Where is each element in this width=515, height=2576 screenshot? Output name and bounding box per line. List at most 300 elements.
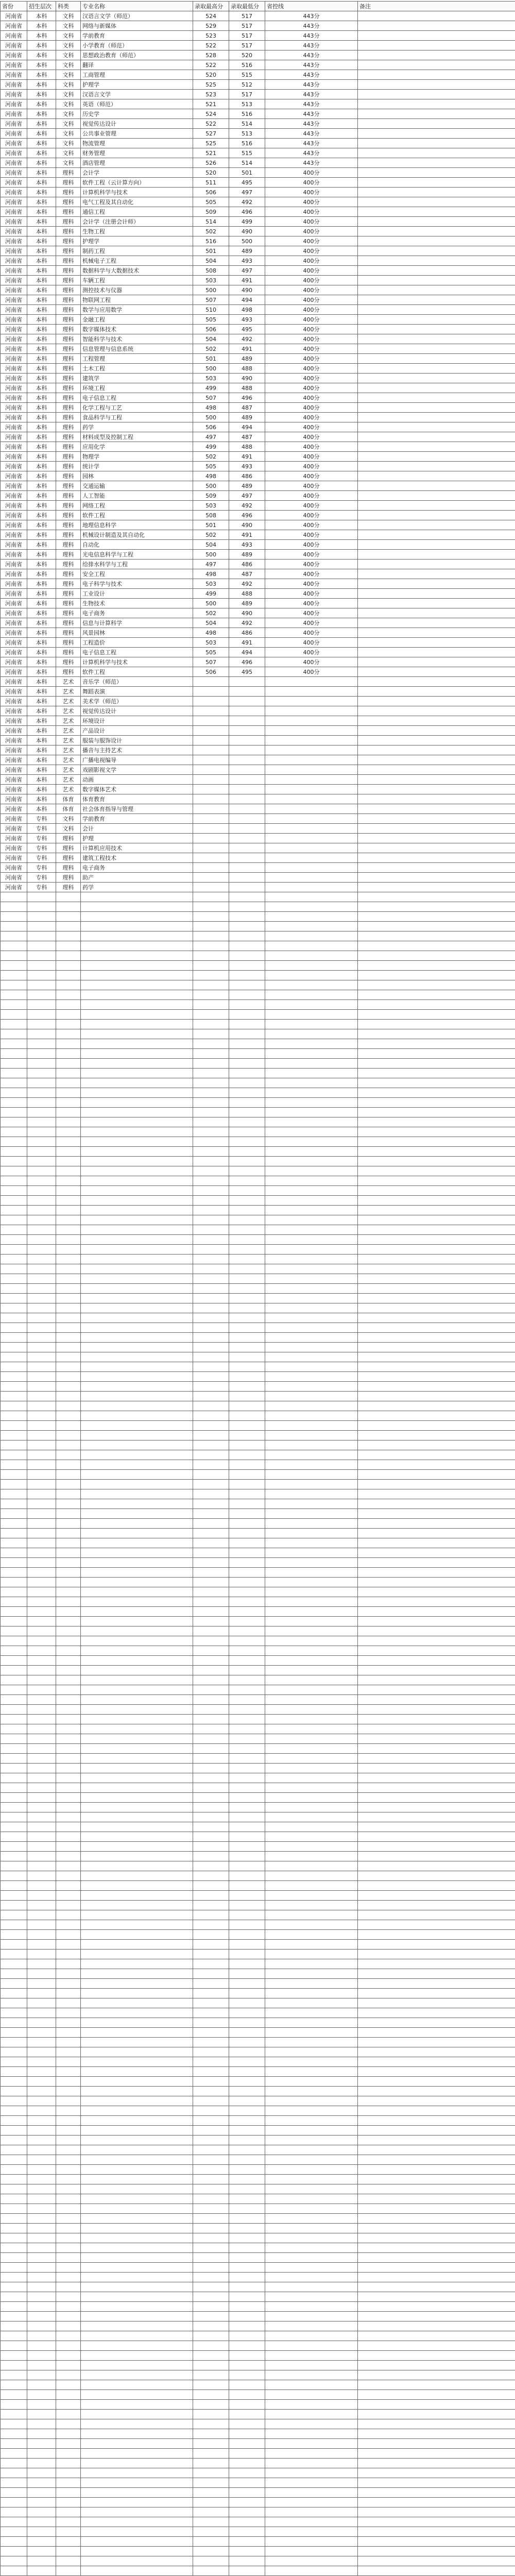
table-row [1,1666,515,1675]
table-cell-empty [27,1333,56,1343]
cell-subject: 理科 [56,579,81,589]
table-cell-empty [81,1264,193,1274]
cell-major: 建筑学 [81,374,193,383]
table-cell-empty [229,1842,265,1852]
table-row [1,1715,515,1724]
cell-province: 河南省 [1,422,27,432]
table-cell-empty [358,1959,515,1969]
table-cell-empty [265,1078,358,1088]
table-cell-empty [265,1235,358,1245]
cell-major: 社会体育指导与管理 [81,804,193,814]
table-cell-empty [27,1959,56,1969]
cell-level: 本科 [27,745,56,755]
cell-control-line: 443分 [265,11,358,21]
table-cell-empty [27,2429,56,2439]
table-cell-empty [56,1930,81,1940]
table-cell-empty [265,2351,358,2361]
cell-major: 小学教育（师范） [81,41,193,50]
table-row [1,2556,515,2566]
table-cell-empty [265,1313,358,1323]
table-cell-empty [56,1059,81,1069]
cell-province: 河南省 [1,824,27,834]
header-province: 省份 [1,2,27,11]
table-cell-empty [1,2067,27,2077]
table-cell-empty [27,2361,56,2370]
table-cell-empty [193,1117,229,1127]
table-cell-empty [358,1362,515,1372]
table-cell-empty [27,1274,56,1284]
table-row [1,1078,515,1088]
table-cell-empty [193,1685,229,1695]
table-cell-empty [229,1000,265,1010]
table-cell-empty [56,1587,81,1597]
cell-province: 河南省 [1,550,27,560]
table-cell-empty [229,2243,265,2253]
table-cell-empty [56,2136,81,2145]
table-cell-empty [229,1646,265,1656]
cell-remarks [358,403,515,413]
table-row [1,1529,515,1538]
table-row [1,931,515,941]
table-row [1,462,515,471]
cell-min-score [229,794,265,804]
table-cell-empty [265,1979,358,1989]
table-row [1,1392,515,1401]
table-row [1,1901,515,1910]
cell-major: 信息管理与信息系统 [81,344,193,354]
cell-control-line: 443分 [265,119,358,129]
table-cell-empty [265,2224,358,2233]
table-cell-empty [56,1538,81,1548]
table-cell-empty [1,1812,27,1822]
table-cell-empty [193,2400,229,2410]
table-cell-empty [358,1519,515,1529]
cell-min-score: 490 [229,285,265,295]
table-cell-empty [193,2429,229,2439]
table-cell-empty [358,1529,515,1538]
cell-level: 本科 [27,628,56,638]
table-cell-empty [193,2361,229,2370]
cell-control-line [265,824,358,834]
table-cell-empty [27,2263,56,2273]
table-cell-empty [56,1117,81,1127]
table-cell-empty [56,1871,81,1881]
cell-subject: 理科 [56,276,81,285]
table-cell-empty [193,1568,229,1578]
cell-max-score: 522 [193,41,229,50]
table-cell-empty [27,1842,56,1852]
table-cell-empty [193,1969,229,1979]
table-cell-empty [1,2390,27,2400]
table-cell-empty [265,2390,358,2400]
cell-province: 河南省 [1,305,27,315]
cell-remarks [358,530,515,540]
cell-level: 本科 [27,168,56,178]
cell-remarks [358,80,515,90]
table-cell-empty [229,1274,265,1284]
table-cell-empty [1,1764,27,1773]
table-cell-empty [27,1392,56,1401]
cell-level: 本科 [27,246,56,256]
table-cell-empty [56,1088,81,1098]
table-cell-empty [193,1000,229,1010]
cell-subject: 艺术 [56,726,81,736]
cell-control-line [265,843,358,853]
table-cell-empty [81,2077,193,2087]
cell-subject: 理科 [56,491,81,501]
cell-subject: 理科 [56,657,81,667]
cell-control-line: 443分 [265,31,358,41]
table-cell-empty [265,961,358,971]
table-row [1,843,515,853]
table-cell-empty [27,2214,56,2224]
table-cell-empty [56,2439,81,2449]
table-row [1,1705,515,1715]
cell-control-line: 400分 [265,511,358,520]
table-row [1,276,515,285]
table-cell-empty [56,912,81,922]
cell-remarks [358,178,515,188]
table-row [1,1333,515,1343]
table-cell-empty [56,1705,81,1715]
table-cell-empty [229,1157,265,1166]
table-cell-empty [27,1323,56,1333]
table-cell-empty [229,1225,265,1235]
table-cell-empty [56,1303,81,1313]
cell-level: 本科 [27,158,56,168]
table-cell-empty [358,2351,515,2361]
table-cell-empty [229,902,265,912]
table-row [1,31,515,41]
table-cell-empty [193,2087,229,2096]
cell-control-line: 400分 [265,354,358,364]
table-cell-empty [1,2459,27,2468]
cell-control-line: 443分 [265,129,358,139]
cell-remarks [358,70,515,80]
table-cell-empty [27,922,56,931]
table-cell-empty [27,2077,56,2087]
table-cell-empty [1,1675,27,1685]
cell-level: 本科 [27,511,56,520]
cell-remarks [358,168,515,178]
table-row [1,2341,515,2351]
table-cell-empty [56,2145,81,2155]
table-cell-empty [27,2165,56,2175]
table-cell-empty [1,1724,27,1734]
table-cell-empty [193,1264,229,1274]
table-cell-empty [27,1450,56,1460]
table-cell-empty [27,1666,56,1675]
table-cell-empty [229,1029,265,1039]
cell-subject: 理科 [56,589,81,599]
cell-remarks [358,667,515,677]
table-row [1,2566,515,2576]
table-cell-empty [229,2331,265,2341]
table-cell-empty [1,1098,27,1108]
table-cell-empty [193,2527,229,2537]
table-cell-empty [1,990,27,1000]
table-cell-empty [193,990,229,1000]
cell-level: 本科 [27,364,56,374]
table-cell-empty [81,2233,193,2243]
table-row [1,648,515,657]
table-cell-empty [1,2126,27,2136]
cell-min-score: 517 [229,90,265,99]
table-cell-empty [193,2008,229,2018]
table-cell-empty [229,1597,265,1607]
table-cell-empty [56,1509,81,1519]
cell-subject: 理科 [56,207,81,217]
table-cell-empty [27,1078,56,1088]
cell-subject: 理科 [56,413,81,422]
table-cell-empty [81,2145,193,2155]
table-cell-empty [265,922,358,931]
table-row [1,1538,515,1548]
cell-subject: 文科 [56,109,81,119]
table-cell-empty [27,2547,56,2556]
cell-max-score: 514 [193,217,229,227]
cell-max-score [193,843,229,853]
table-cell-empty [1,1881,27,1891]
table-row [1,325,515,334]
table-cell-empty [358,2224,515,2233]
cell-control-line: 400分 [265,657,358,667]
table-cell-empty [1,1303,27,1313]
table-row [1,2165,515,2175]
table-row [1,2116,515,2126]
table-cell-empty [358,1343,515,1352]
table-cell-empty [193,1157,229,1166]
table-cell-empty [229,2468,265,2478]
cell-control-line: 400分 [265,481,358,491]
cell-level: 本科 [27,638,56,648]
table-row [1,2038,515,2047]
table-cell-empty [358,1979,515,1989]
table-cell-empty [193,1313,229,1323]
cell-level: 本科 [27,256,56,266]
cell-level: 本科 [27,765,56,775]
table-cell-empty [193,2547,229,2556]
table-row [1,2096,515,2106]
table-cell-empty [81,902,193,912]
table-cell-empty [193,1147,229,1157]
table-cell-empty [229,1715,265,1724]
table-cell-empty [1,961,27,971]
table-cell-empty [358,1127,515,1137]
table-cell-empty [27,2517,56,2527]
cell-max-score: 508 [193,266,229,276]
cell-major: 酒店管理 [81,158,193,168]
cell-max-score [193,726,229,736]
cell-remarks [358,295,515,305]
table-cell-empty [1,892,27,902]
table-cell-empty [27,1852,56,1861]
cell-level: 本科 [27,50,56,60]
table-row [1,80,515,90]
cell-level: 本科 [27,374,56,383]
table-cell-empty [27,1548,56,1558]
cell-remarks [358,843,515,853]
table-cell-empty [81,2155,193,2165]
table-cell-empty [81,2507,193,2517]
cell-major: 统计学 [81,462,193,471]
table-cell-empty [1,951,27,961]
table-cell-empty [358,961,515,971]
table-cell-empty [27,1303,56,1313]
cell-control-line: 400分 [265,442,358,452]
cell-province: 河南省 [1,560,27,569]
table-cell-empty [265,1460,358,1470]
cell-subject: 理科 [56,873,81,883]
table-cell-empty [265,1940,358,1950]
cell-min-score [229,824,265,834]
cell-level: 专科 [27,824,56,834]
cell-remarks [358,736,515,745]
table-cell-empty [56,2547,81,2556]
table-cell-empty [56,2067,81,2077]
table-cell-empty [358,931,515,941]
cell-province: 河南省 [1,706,27,716]
cell-control-line: 400分 [265,628,358,638]
table-row [1,1842,515,1852]
cell-level: 本科 [27,266,56,276]
table-row [1,1734,515,1744]
table-cell-empty [193,1773,229,1783]
cell-level: 本科 [27,295,56,305]
cell-level: 本科 [27,481,56,491]
cell-province: 河南省 [1,285,27,295]
table-cell-empty [358,1245,515,1255]
cell-level: 专科 [27,834,56,843]
table-cell-empty [229,1734,265,1744]
table-cell-empty [1,1352,27,1362]
table-cell-empty [358,1881,515,1891]
cell-remarks [358,325,515,334]
table-row [1,1088,515,1098]
table-cell-empty [265,2175,358,2184]
table-cell-empty [358,2087,515,2096]
cell-min-score: 497 [229,491,265,501]
table-cell-empty [1,2253,27,2263]
table-cell-empty [229,2341,265,2351]
table-cell-empty [1,2537,27,2547]
table-cell-empty [1,1382,27,1392]
cell-max-score [193,706,229,716]
cell-min-score: 493 [229,540,265,550]
table-cell-empty [229,2008,265,2018]
table-cell-empty [193,2459,229,2468]
table-cell-empty [1,1930,27,1940]
table-cell-empty [27,2556,56,2566]
cell-subject: 理科 [56,295,81,305]
table-cell-empty [229,1176,265,1186]
cell-min-score: 494 [229,295,265,305]
table-cell-empty [56,922,81,931]
table-cell-empty [265,1695,358,1705]
cell-level: 本科 [27,706,56,716]
table-row [1,2537,515,2547]
table-cell-empty [56,2116,81,2126]
table-cell-empty [1,1636,27,1646]
table-cell-empty [358,1548,515,1558]
cell-control-line: 400分 [265,569,358,579]
table-cell-empty [193,2224,229,2233]
table-row [1,1069,515,1078]
table-cell-empty [27,1803,56,1812]
cell-min-score: 520 [229,50,265,60]
table-cell-empty [229,2087,265,2096]
table-cell-empty [193,1020,229,1029]
table-cell-empty [27,1382,56,1392]
cell-min-score [229,863,265,873]
cell-province: 河南省 [1,41,27,50]
cell-major: 食品科学与工程 [81,413,193,422]
cell-min-score: 494 [229,422,265,432]
table-cell-empty [358,1597,515,1607]
table-cell-empty [27,1734,56,1744]
table-cell-empty [265,1901,358,1910]
table-cell-empty [56,2459,81,2468]
table-cell-empty [81,1744,193,1754]
cell-major: 环境设计 [81,716,193,726]
cell-max-score: 507 [193,295,229,305]
table-cell-empty [56,1029,81,1039]
table-cell-empty [1,2204,27,2214]
table-row [1,745,515,755]
cell-subject: 文科 [56,129,81,139]
table-cell-empty [193,2556,229,2566]
table-cell-empty [1,2341,27,2351]
table-row [1,119,515,129]
table-row [1,236,515,246]
table-cell-empty [265,1715,358,1724]
table-cell-empty [1,2498,27,2507]
table-cell-empty [358,1382,515,1392]
table-row [1,1861,515,1871]
table-cell-empty [81,1245,193,1255]
cell-max-score [193,775,229,785]
table-cell-empty [81,1793,193,1803]
cell-subject: 艺术 [56,716,81,726]
cell-control-line: 400分 [265,207,358,217]
cell-min-score: 489 [229,599,265,608]
table-cell-empty [56,2556,81,2566]
table-cell-empty [193,2214,229,2224]
table-cell-empty [1,2282,27,2292]
table-row [1,667,515,677]
cell-control-line [265,765,358,775]
cell-major: 汉语言文学 [81,90,193,99]
cell-control-line: 443分 [265,70,358,80]
cell-level: 本科 [27,207,56,217]
table-cell-empty [358,2302,515,2312]
cell-remarks [358,188,515,197]
table-cell-empty [229,1832,265,1842]
cell-min-score: 516 [229,139,265,148]
table-cell-empty [1,2527,27,2537]
table-cell-empty [358,1568,515,1578]
table-row [1,1940,515,1950]
table-row [1,1548,515,1558]
table-cell-empty [358,2498,515,2507]
table-cell-empty [81,1117,193,1127]
table-cell-empty [358,1215,515,1225]
table-cell-empty [193,1450,229,1460]
cell-min-score: 495 [229,325,265,334]
cell-subject: 艺术 [56,755,81,765]
table-cell-empty [27,2038,56,2047]
table-cell-empty [358,892,515,902]
